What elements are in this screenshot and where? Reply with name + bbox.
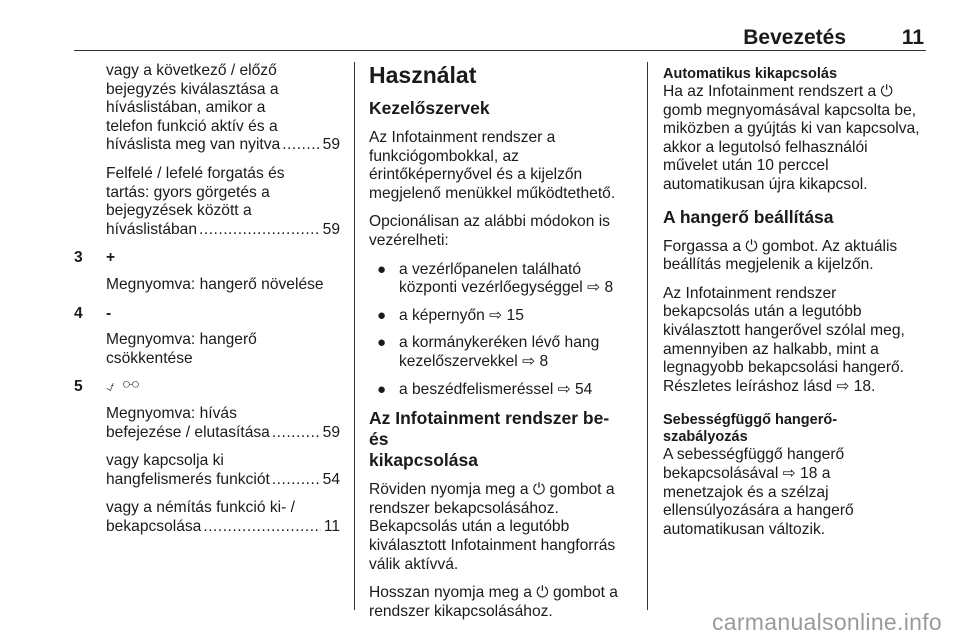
item-4 <box>74 305 340 324</box>
column-divider-left <box>354 62 355 610</box>
item-5-desc: Megnyomva: hívás befejezése / elutasítása ..... 59 <box>74 405 340 442</box>
item-5-mute: vagy a némítás funkció ki- / bekapcsolása ..... 11 <box>74 499 340 536</box>
list-item: ● a vezérlőpanelen található központi vezérlőegységgel ⇨ 8 <box>369 261 631 298</box>
paragraph-auto-off: Ha az Infotainment rendszert a ⏻ gomb megnyomásával kapcsolta be, miközben a gyújtás ki van kapcsolva, akkor a legutolsó felhasználói művelet után 10 perccel automatikusan újra kikapcsol. <box>663 83 920 193</box>
toc-line: híváslistában ..... 59 <box>106 221 340 240</box>
dot-leader <box>272 471 320 490</box>
bullet-icon: ● <box>377 380 387 398</box>
paragraph-scroll: Felfelé / lefelé forgatás és tartás: gyors görgetés a bejegyzések között a híváslistában ..... 59 <box>74 165 340 239</box>
page-reference: 11 <box>323 517 340 535</box>
middle-column <box>369 62 631 631</box>
column-divider-right <box>647 62 648 610</box>
toc-line: hangfelismerés funkciót ..... 54 <box>106 471 340 490</box>
toc-line: befejezése / elutasítása ..... 59 <box>106 424 340 443</box>
item-5-voice: vagy kapcsolja ki hangfelismerés funkciót ..... 54 <box>74 452 340 489</box>
item-number: 3 <box>74 249 83 267</box>
item-4-desc: Megnyomva: hangerő csökkentése <box>106 331 257 367</box>
subheading-kezeloszervek: Kezelőszervek <box>369 98 490 118</box>
paragraph-volume-1: Forgassa a ⏻ gombot. Az aktuális beállítás megjelenik a kijelzőn. <box>663 237 898 274</box>
dot-leader <box>199 221 320 240</box>
watermark: carmanualsonline.info <box>711 609 942 635</box>
item-number: 5 <box>74 378 83 396</box>
item-3-desc: Megnyomva: hangerő növelése <box>106 275 324 293</box>
bullet-icon: ● <box>377 260 387 278</box>
paragraph-next-prev: vagy a következő / előző bejegyzés kiválasztása a híváslistában, amikor a telefon funkció aktív és a híváslista meg van nyitva ..... 59 <box>74 62 340 155</box>
phone-call-end-icon: ⍻ ⚯ <box>106 378 142 396</box>
page-reference: 59 <box>322 136 340 154</box>
item-label: - <box>106 304 112 322</box>
page-header <box>74 26 926 52</box>
paragraph-optional: Opcionálisan az alábbi módokon is vezérelheti: <box>369 213 610 249</box>
subheading-auto-off: Automatikus kikapcsolás <box>663 66 838 82</box>
right-column <box>663 62 931 549</box>
item-number: 4 <box>74 304 83 322</box>
toc-line: bekapcsolása ..... 11 <box>106 518 340 537</box>
page-reference: 54 <box>322 470 340 488</box>
header-title: Bevezetés <box>743 26 846 49</box>
page-number: 11 <box>901 26 924 49</box>
list-item: ● a kormánykeréken lévő hang kezelőszervekkel ⇨ 8 <box>369 334 631 371</box>
item-label: + <box>106 249 116 267</box>
item-5 <box>74 378 340 397</box>
subheading-speed-volume: Sebességfüggő hangerő- szabályozás <box>663 412 838 446</box>
left-column <box>74 62 340 546</box>
paragraph-power-on: Röviden nyomja meg a ⏻ gombot a rendszer bekapcsolásához. Bekapcsolás után a legutóbb kiválasztott Infotainment hangforrás válik aktívvá. <box>369 481 616 573</box>
dot-leader <box>272 424 320 443</box>
list-item: ● a képernyőn ⇨ 15 <box>369 307 631 326</box>
paragraph-power-off: Hosszan nyomja meg a ⏻ gombot a rendszer kikapcsolásához. <box>369 584 618 620</box>
paragraph-volume-2: Az Infotainment rendszer bekapcsolás után a legutóbb kiválasztott hangerővel szólal meg, amennyiben az halkabb, mint a legnagyobb bekapcsolási hangerő. Részletes leíráshoz lásd ⇨ 18. <box>663 284 905 395</box>
bullet-list <box>369 261 631 400</box>
section-heading-hasznalat: Használat <box>369 62 477 88</box>
item-3 <box>74 249 340 268</box>
subheading-on-off: Az Infotainment rendszer be- és kikapcsolása <box>369 408 610 471</box>
paragraph-intro: Az Infotainment rendszer a funkciógombokkal, az érintőképernyővel és a kijelzőn megjelenő menükkel működtethető. <box>369 129 616 202</box>
paragraph-speed-volume: A sebességfüggő hangerő bekapcsolásával ⇨ 18 a menetzajok és a szélzaj ellensúlyozására a hangerő automatikusan változik. <box>663 446 854 538</box>
page-reference: 59 <box>322 423 340 441</box>
list-item: ● a beszédfelismeréssel ⇨ 54 <box>369 381 631 400</box>
subheading-volume: A hangerő beállítása <box>663 206 834 227</box>
page-reference: 59 <box>322 220 340 238</box>
header-rule <box>74 50 926 51</box>
bullet-icon: ● <box>377 334 387 352</box>
bullet-icon: ● <box>377 306 387 324</box>
toc-line: híváslista meg van nyitva ..... 59 <box>106 136 340 155</box>
dot-leader <box>282 136 319 155</box>
dot-leader <box>203 518 320 537</box>
